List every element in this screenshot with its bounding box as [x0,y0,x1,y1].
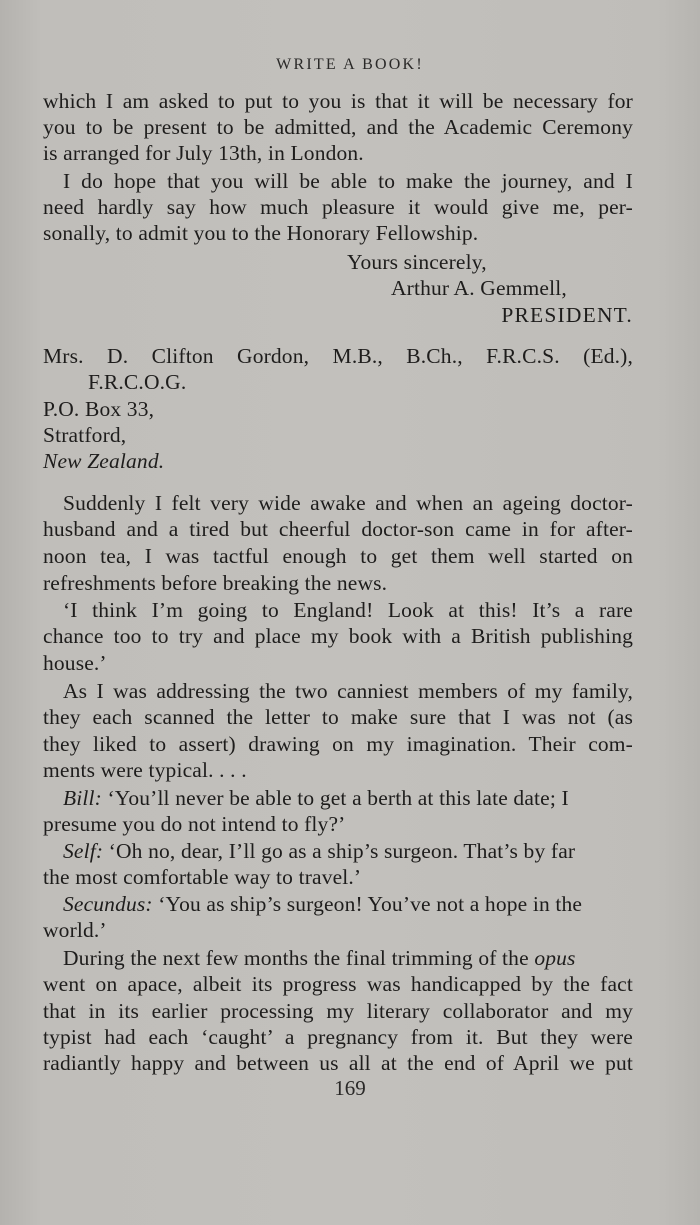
body-line: ‘I think I’m going to England! Look at this! It’s a rare [63,598,633,622]
page-number: 169 [334,1076,366,1100]
address-line: P.O. Box 33, [43,397,155,421]
address-line: F.R.C.O.G. [88,370,187,394]
dialogue-line [63,838,633,864]
address-line: Stratford, [43,423,127,447]
body-line: radiantly happy and between us all at the end of April we put [43,1051,633,1075]
body-italic: opus [534,946,576,970]
letter-title: PRESIDENT. [501,303,633,327]
body-line: Suddenly I felt very wide awake and when an ageing doctor- [63,491,633,515]
body-line: they each scanned the letter to make sure that I was not (as [43,705,633,729]
letter-line: need hardly say how much pleasure it would give me, per- [43,195,633,219]
letter-line: which I am asked to put to you is that it will be necessary for [43,89,633,113]
body-line: that in its earlier processing my literary collaborator and my [43,999,633,1023]
body-line: went on apace, albeit its progress was handicapped by the fact [43,972,633,996]
speaker-secundus: Secundus: [63,892,153,916]
address-country: New Zealand. [43,449,165,473]
body-line: house.’ [43,651,107,675]
dialogue-text: ‘Oh no, dear, I’ll go as a ship’s surgeon. That’s by far [103,839,576,863]
letter-closing: Yours sincerely, [347,250,487,274]
letter-signature: Arthur A. Gemmell, [391,276,567,300]
body-line: they liked to assert) drawing on my imagination. Their com- [43,732,633,756]
body-line: husband and a tired but cheerful doctor-son came in for after- [43,517,633,541]
address-line: Mrs. D. Clifton Gordon, M.B., B.Ch., F.R.C.S. (Ed.), [43,344,633,368]
body-line: ments were typical. . . . [43,758,247,782]
body-line [63,945,633,971]
dialogue-text: ‘You’ll never be able to get a berth at this late date; I [101,786,569,810]
dialogue-line [63,785,633,811]
dialogue-text: ‘You as ship’s surgeon! You’ve not a hope in the [152,892,583,916]
dialogue-line: the most comfortable way to travel.’ [43,865,362,889]
body-line: As I was addressing the two canniest members of my family, [63,679,633,703]
letter-line: I do hope that you will be able to make the journey, and I [63,169,633,193]
dialogue-line: presume you do not intend to fly?’ [43,812,346,836]
letter-line: is arranged for July 13th, in London. [43,141,364,165]
body-line: noon tea, I was tactful enough to get them well started on [43,544,633,568]
running-head: WRITE A BOOK! [276,56,424,73]
letter-line: you to be present to be admitted, and the Academic Ceremony [43,115,633,139]
body-line: chance too to try and place my book with a British publishing [43,624,633,648]
body-line: refreshments before breaking the news. [43,571,388,595]
speaker-self: Self: [63,839,104,863]
body-text: During the next few months the final trimming of the [63,946,535,970]
speaker-bill: Bill: [63,786,102,810]
dialogue-line: world.’ [43,918,107,942]
body-line: typist had each ‘caught’ a pregnancy from it. But they were [43,1025,633,1049]
address-line [43,448,633,474]
letter-line: sonally, to admit you to the Honorary Fellowship. [43,221,479,245]
dialogue-line [63,891,633,917]
